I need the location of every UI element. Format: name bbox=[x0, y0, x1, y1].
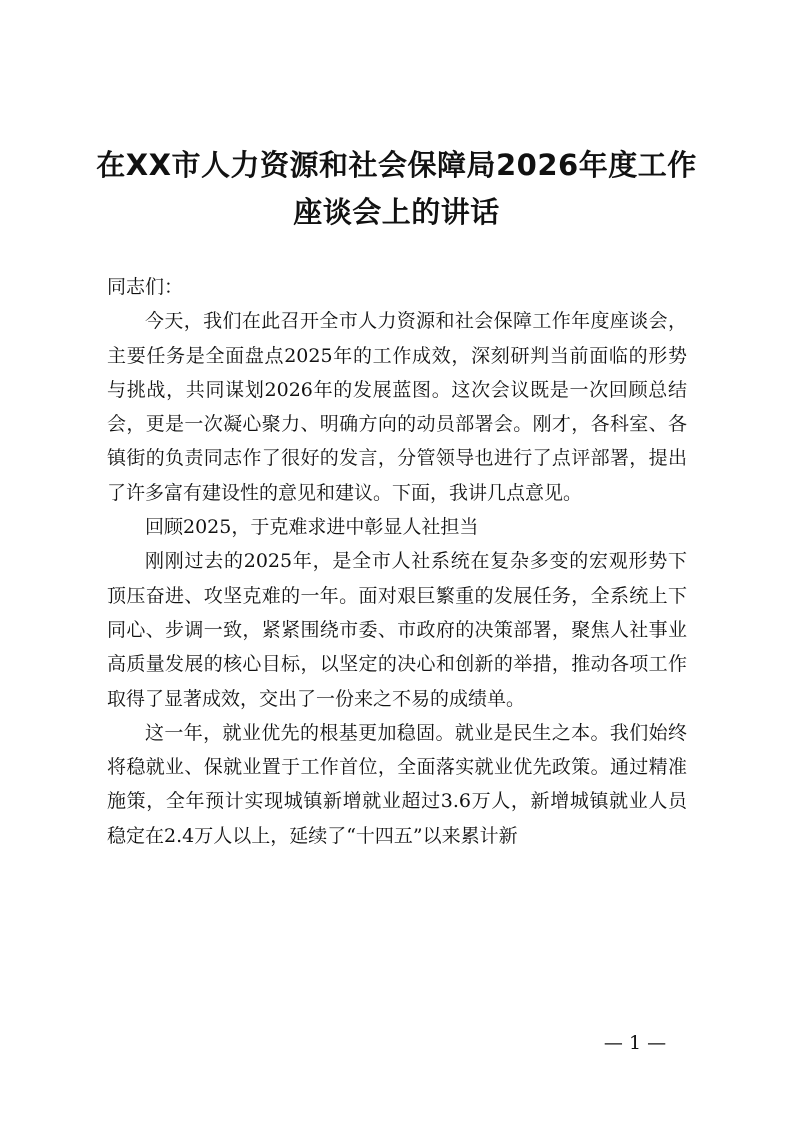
paragraph-employment: 这一年，就业优先的根基更加稳固。就业是民生之本。我们始终将稳就业、保就业置于工作首位，全面落实就业优先政策。通过精准施策，全年预计实现城镇新增就业超过3.6万人，新增城镇就业人员稳定在2.4万人以上，延续了“十四五”以来累计新 bbox=[107, 721, 687, 847]
page-number: — 1 — bbox=[603, 1032, 667, 1054]
salutation: 同志们： bbox=[107, 276, 184, 298]
paragraph-review: 刚刚过去的2025年，是全市人社系统在复杂多变的宏观形势下顶压奋进、攻坚克难的一年。面对艰巨繁重的发展任务，全系统上下同心、步调一致，紧紧围绕市委、市政府的决策部署，聚焦人社事业高质量发展的核心目标，以坚定的决心和创新的举措，推动各项工作取得了显著成效，交出了一份来之不易的成绩单。 bbox=[107, 550, 687, 710]
document-title-line-2: 座谈会上的讲话 bbox=[293, 195, 500, 229]
paragraph-opening: 今天，我们在此召开全市人力资源和社会保障工作年度座谈会，主要任务是全面盘点2025年的工作成效，深刻研判当前面临的形势与挑战，共同谋划2026年的发展蓝图。这次会议既是一次回顾总结会，更是一次凝心聚力、明确方向的动员部署会。刚才，各科室、各镇街的负责同志作了很好的发言，分管领导也进行了点评部署，提出了许多富有建设性的意见和建议。下面，我讲几点意见。 bbox=[107, 310, 687, 504]
section-heading: 回顾2025，于克难求进中彰显人社担当 bbox=[145, 516, 479, 539]
document-body bbox=[107, 270, 687, 853]
document-title-line-1: 在XX市人力资源和社会保障局2026年度工作 bbox=[96, 148, 697, 182]
